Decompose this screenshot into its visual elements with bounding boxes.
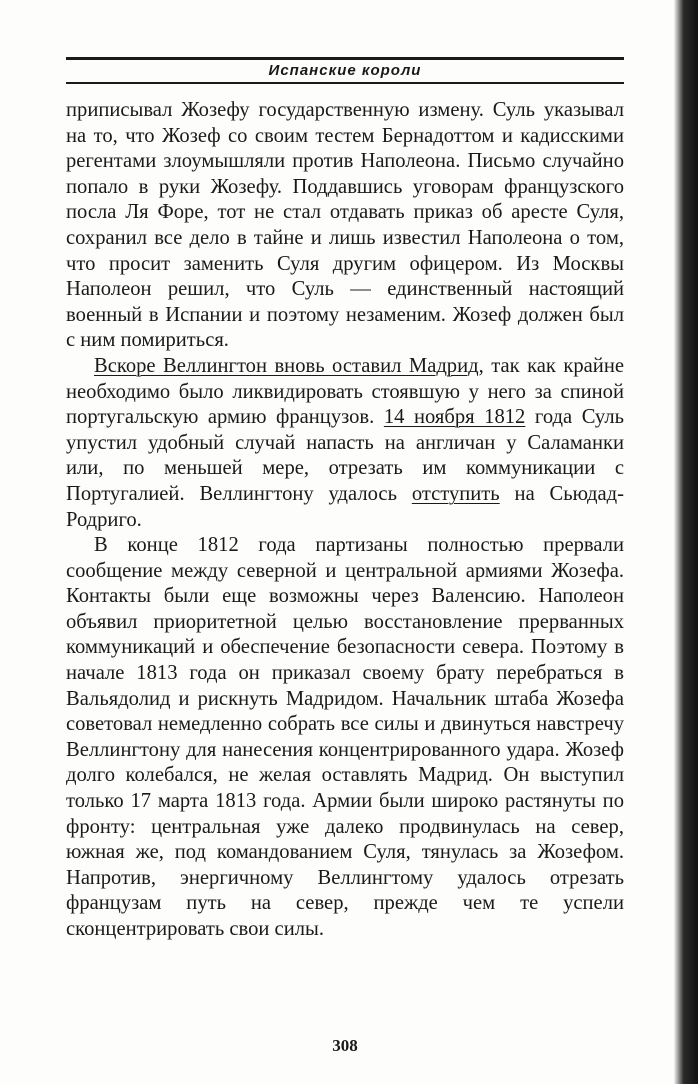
paragraph-2-segment-4: года Суль упустил удобный случай напасть на англичан у Саламанки или, по меньшей мере, отрезать им коммуникации с Португалией. Веллингтону удалось [66, 406, 624, 505]
paragraph-1 [66, 98, 624, 354]
paragraph-2-underlined-date: 14 ноября 1812 [383, 406, 526, 429]
body-text [66, 98, 624, 943]
paragraph-3-segment-1: В конце 1812 года партизаны полностью прервали сообщение между северной и центральной армиями Жозефа. Контакты были еще возможны через Валенсию. Наполеон объявил приоритетной целью восстановление прерванных коммуникаций и обеспечение безопасности севера. Поэтому в начале 1813 года он приказал своему брату перебраться в Вальядолид и рискнуть Мадридом. Начальник штаба Жозефа советовал немедленно собрать все силы и двинуться навстречу Веллингтону для нанесения концентрированного удара. Жозеф долго колебался, не желая оставлять Мадрид. Он выступил только 17 марта 1813 года. Армии были широко растянуты по фронту: центральная уже далеко продвинулась на север, южная же, под командованием Суля, тянулась за Жозефом. Напротив, энергичному Веллингтому удалось отрезать французам путь на север, прежде чем те успели сконцентрировать свои силы. [66, 534, 624, 940]
paragraph-1-segment-1: приписывал Жозефу государственную измену. Суль указывал на то, что Жозеф со своим тестем Бернадоттом и кадисскими регентами злоумышляли против Наполеона. Письмо случайно попало в руки Жозефу. Поддавшись уговорам французского посла Ля Форе, тот не стал отдавать приказ об аресте Суля, сохранил все дело в тайне и лишь известил Наполеона о том, что просит заменить Суля другим офицером. Из Москвы Наполеон решил, что Суль — единственный настоящий военный в Испании и поэтому незаменим. Жозеф должен был с ним помириться. [66, 99, 624, 352]
header-rule-bottom [66, 82, 624, 84]
paragraph-3 [66, 533, 624, 943]
running-head: Испанские короли [268, 62, 422, 79]
paragraph-2-segment-2: , так как крайне необходимо было ликвидировать стоявшую у него за спиной португальскую армию французов. [66, 354, 624, 429]
book-binding-edge [674, 0, 698, 1084]
paragraph-2-underlined-phrase: Вскоре Веллингтон вновь оставил Мадрид [94, 354, 479, 377]
page-number: 308 [332, 1036, 358, 1055]
paragraph-2 [66, 354, 624, 533]
paragraph-2-underlined-word: отступить [411, 482, 500, 505]
paragraph-2-segment-6: на Сьюдад-Родриго. [66, 482, 624, 531]
